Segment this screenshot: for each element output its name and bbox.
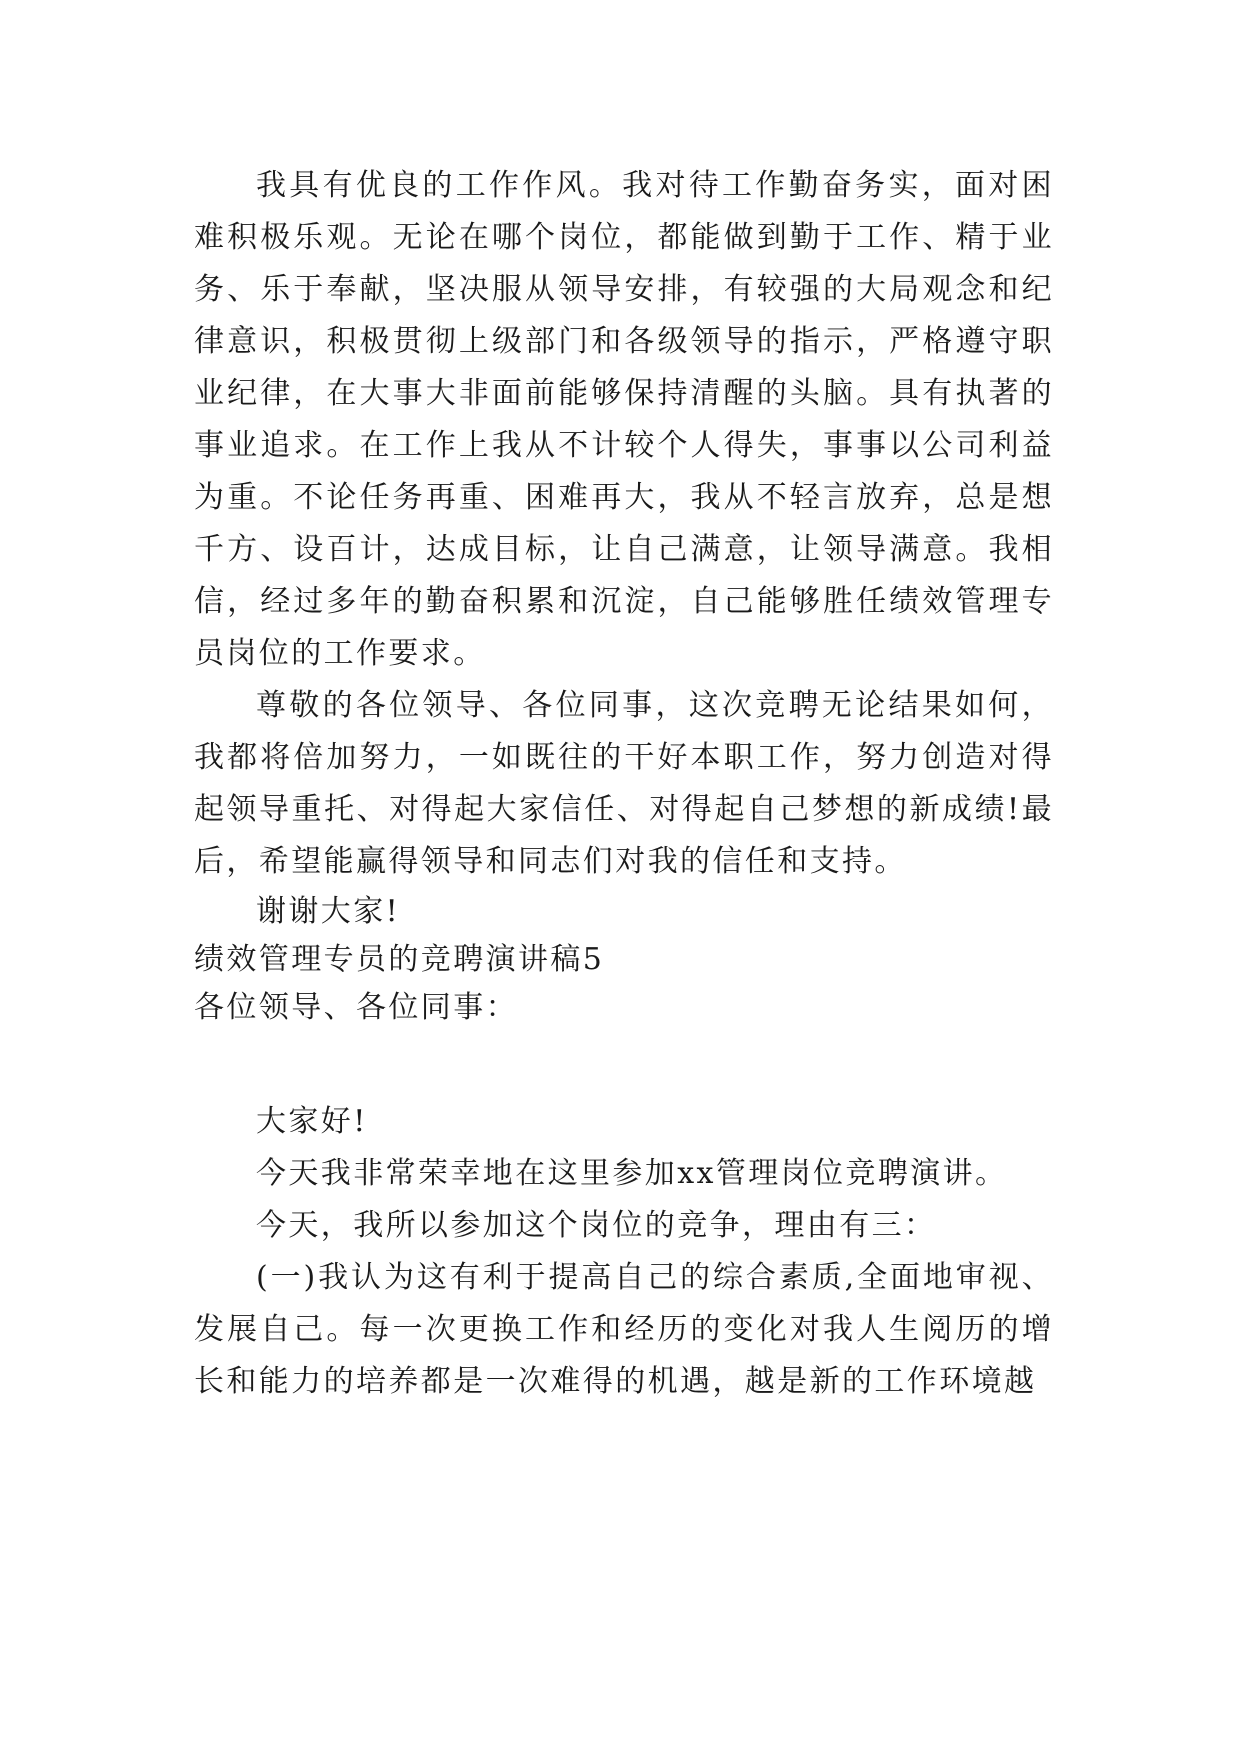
paragraph-greeting: 大家好!	[256, 1104, 368, 1139]
section-heading: 绩效管理专员的竞聘演讲稿5	[194, 942, 605, 977]
paragraph-reasons-intro: 今天，我所以参加这个岗位的竞争，理由有三：	[256, 1208, 937, 1243]
paragraph-reason-one: (一)我认为这有利于提高自己的综合素质,全面地审视、发展自己。每一次更换工作和经历的变化对我人生阅历的增长和能力的培养都是一次难得的机遇，越是新的工作环境越	[194, 1260, 1054, 1399]
blank-line	[194, 1032, 1054, 1096]
paragraph-closing-remarks: 尊敬的各位领导、各位同事，这次竞聘无论结果如何，我都将倍加努力，一如既往的干好本职工作，努力创造对得起领导重托、对得起大家信任、对得起自己梦想的新成绩!最后，希望能赢得领导和同志们对我的信任和支持。	[194, 688, 1054, 879]
paragraph-work-style: 我具有优良的工作作风。我对待工作勤奋务实，面对困难积极乐观。无论在哪个岗位，都能做到勤于工作、精于业务、乐于奉献，坚决服从领导安排，有较强的大局观念和纪律意识，积极贯彻上级部门和各级领导的指示，严格遵守职业纪律，在大事大非面前能够保持清醒的头脑。具有执著的事业追求。在工作上我从不计较个人得失，事事以公司利益为重。不论任务再重、困难再大，我从不轻言放弃，总是想千方、设百计，达成目标，让自己满意，让领导满意。我相信，经过多年的勤奋积累和沉淀，自己能够胜任绩效管理专员岗位的工作要求。	[194, 168, 1054, 671]
salutation: 各位领导、各位同事：	[194, 990, 518, 1025]
paragraph-introduction: 今天我非常荣幸地在这里参加xx管理岗位竞聘演讲。	[256, 1156, 1008, 1191]
paragraph-thanks: 谢谢大家!	[256, 894, 401, 929]
document-body	[194, 160, 1054, 1408]
